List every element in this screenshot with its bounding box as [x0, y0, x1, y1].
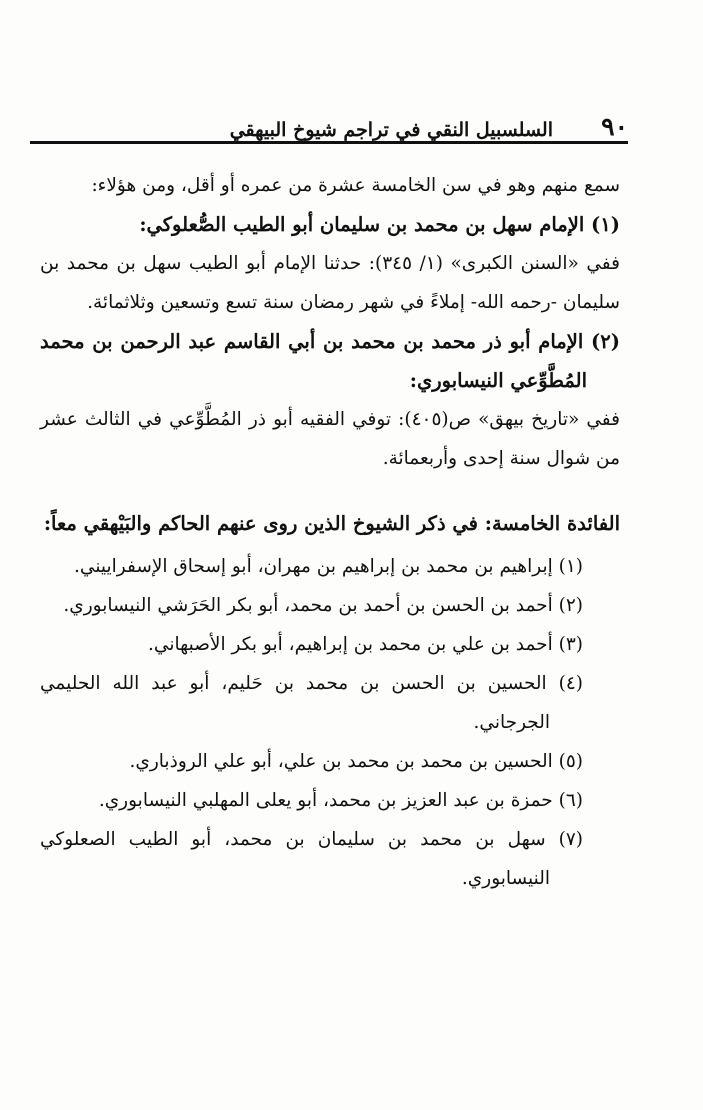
list-item: (٥) الحسين بن محمد بن محمد بن علي، أبو علي الروذباري.: [129, 751, 583, 772]
page-number: ٩٠: [601, 112, 628, 141]
running-title: السلسبيل النقي في تراجم شيوخ البيهقي: [229, 119, 553, 141]
list-item: (٦) حمزة بن عبد العزيز بن محمد، أبو يعلى المهلبي النيسابوري.: [98, 790, 583, 811]
entry-2-text: ففي «تاريخ بيهق» ص(٤٠٥): توفي الفقيه أبو ذر المُطَّوِّعي في الثالث عشر من شوال سنة إحدى وأربعمائة.: [40, 409, 621, 469]
page-header: [30, 100, 628, 144]
list-item: (١) إبراهيم بن محمد بن إبراهيم بن مهران، أبو إسحاق الإسفراييني.: [74, 556, 583, 577]
page-body: [40, 166, 620, 898]
list-item: (٧) سهل بن محمد بن سليمان بن محمد، أبو الطيب الصعلوكي النيسابوري.: [40, 829, 583, 889]
benefit-heading: الفائدة الخامسة: في ذكر الشيوخ الذين روى عنهم الحاكم والبَيْهقي معاً:: [43, 512, 620, 535]
entry-1-heading: (١) الإمام سهل بن محمد بن سليمان أبو الطيب الصُّعلوكي:: [139, 213, 620, 236]
header-rule: [30, 141, 628, 144]
list-item: (٣) أحمد بن علي بن محمد بن إبراهيم، أبو بكر الأصبهاني.: [148, 634, 583, 655]
shared-teachers-list: [40, 547, 620, 898]
list-item: (٢) أحمد بن الحسن بن أحمد بن محمد، أبو بكر الحَرَشي النيسابوري.: [63, 595, 583, 616]
entry-1-text: ففي «السنن الكبرى» (١/ ٣٤٥): حدثنا الإمام أبو الطيب سهل بن محمد بن سليمان -رحمه الله- إملاءً في شهر رمضان سنة تسع وتسعين وثلاثمائة.: [40, 253, 620, 313]
intro-paragraph: سمع منهم وهو في سن الخامسة عشرة من عمره أو أقل، ومن هؤلاء:: [91, 175, 620, 196]
list-item: (٤) الحسين بن الحسن بن محمد بن حَليم، أبو عبد الله الحليمي الجرجاني.: [40, 673, 583, 733]
entry-2-heading: (٢) الإمام أبو ذر محمد بن محمد بن أبي القاسم عبد الرحمن بن محمد المُطَّوِّعي النيسابوري:: [40, 330, 620, 392]
